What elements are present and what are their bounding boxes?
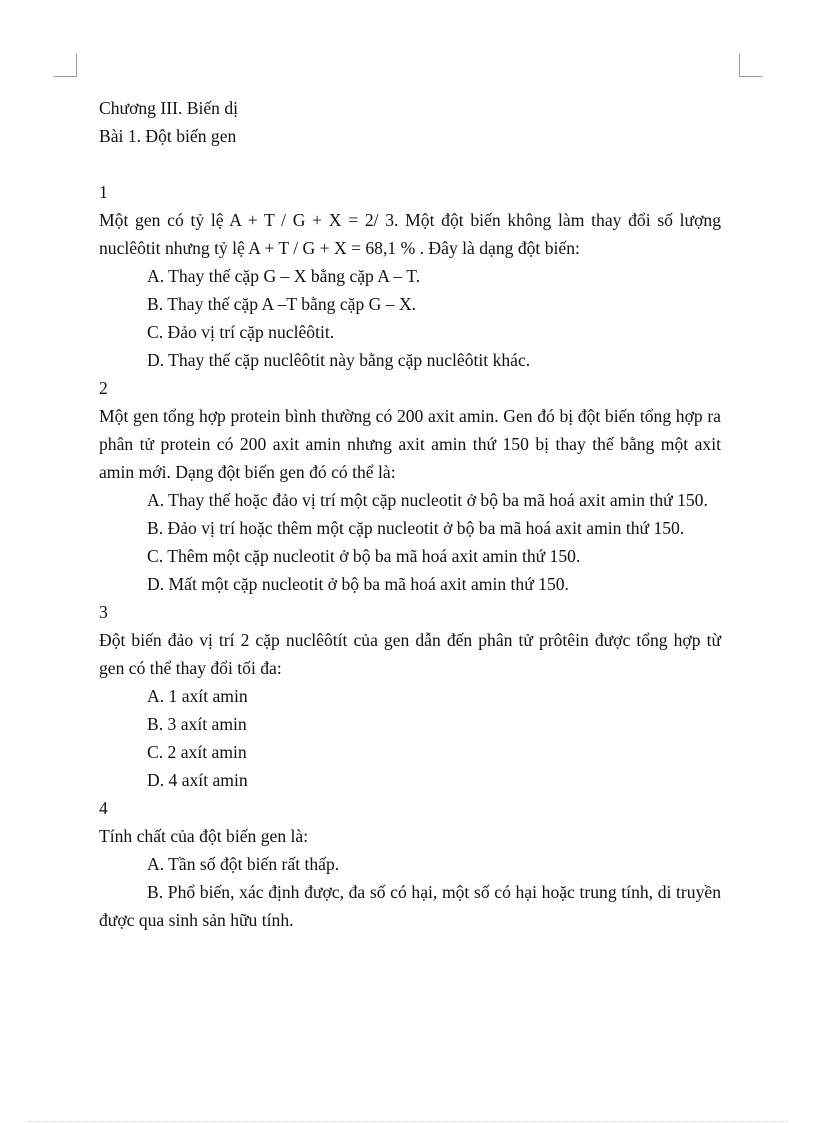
- answer-option: A. Tần số đột biến rất thấp.: [147, 854, 340, 874]
- answer-option: B. Phổ biến, xác định được, đa số có hại, một số có hại hoặc trung tính, di truyền được qua sinh sản hữu tính.: [99, 882, 721, 930]
- question-number: 4: [99, 798, 108, 818]
- question-number: 2: [99, 378, 108, 398]
- answer-option: C. 2 axít amin: [147, 742, 247, 762]
- lesson-title: Bài 1. Đột biến gen: [99, 126, 237, 146]
- answer-option: B. Đảo vị trí hoặc thêm một cặp nucleotit ở bộ ba mã hoá axit amin thứ 150.: [147, 518, 685, 538]
- answer-option: D. 4 axít amin: [147, 770, 248, 790]
- chapter-title: Chương III. Biến dị: [99, 98, 239, 118]
- question-block: [99, 374, 721, 598]
- answer-option: C. Đảo vị trí cặp nuclêôtit.: [147, 322, 335, 342]
- question-stem: Tính chất của đột biến gen là:: [99, 826, 309, 846]
- answer-option: A. Thay thế hoặc đảo vị trí một cặp nucleotit ở bộ ba mã hoá axit amin thứ 150.: [147, 490, 708, 510]
- question-stem: Một gen tổng hợp protein bình thường có 200 axit amin. Gen đó bị đột biến tổng hợp ra phân tử protein có 200 axit amin nhưng axit amin thứ 150 bị thay thế bằng một axit amin mới. Dạng đột biến gen đó có thể là:: [99, 406, 721, 482]
- question-stem: Một gen có tỷ lệ A + T / G + X = 2/ 3. Một đột biến không làm thay đổi số lượng nuclêôtit nhưng tỷ lệ A + T / G + X = 68,1 % . Đây là dạng đột biến:: [99, 210, 721, 258]
- page-corner-mark-top-right: [739, 54, 762, 77]
- question-number: 3: [99, 602, 108, 622]
- document-body: [99, 94, 721, 934]
- answer-option: A. Thay thế cặp G – X bằng cặp A – T.: [147, 266, 421, 286]
- answer-option: C. Thêm một cặp nucleotit ở bộ ba mã hoá axit amin thứ 150.: [147, 546, 581, 566]
- question-block: [99, 178, 721, 374]
- answer-option: A. 1 axít amin: [147, 686, 248, 706]
- page-bottom-edge: [28, 1121, 788, 1122]
- blank-line: [99, 150, 721, 178]
- question-block: [99, 598, 721, 794]
- page-corner-mark-top-left: [54, 54, 77, 77]
- answer-option: D. Thay thế cặp nuclêôtit này bằng cặp nuclêôtit khác.: [147, 350, 531, 370]
- answer-option: B. Thay thế cặp A –T bằng cặp G – X.: [147, 294, 417, 314]
- answer-option: B. 3 axít amin: [147, 714, 247, 734]
- question-block: [99, 794, 721, 934]
- question-stem: Đột biến đảo vị trí 2 cặp nuclêôtít của gen dẫn đến phân tử prôtêin được tổng hợp từ gen có thể thay đổi tối đa:: [99, 630, 721, 678]
- answer-option: D. Mất một cặp nucleotit ở bộ ba mã hoá axit amin thứ 150.: [147, 574, 569, 594]
- question-number: 1: [99, 182, 108, 202]
